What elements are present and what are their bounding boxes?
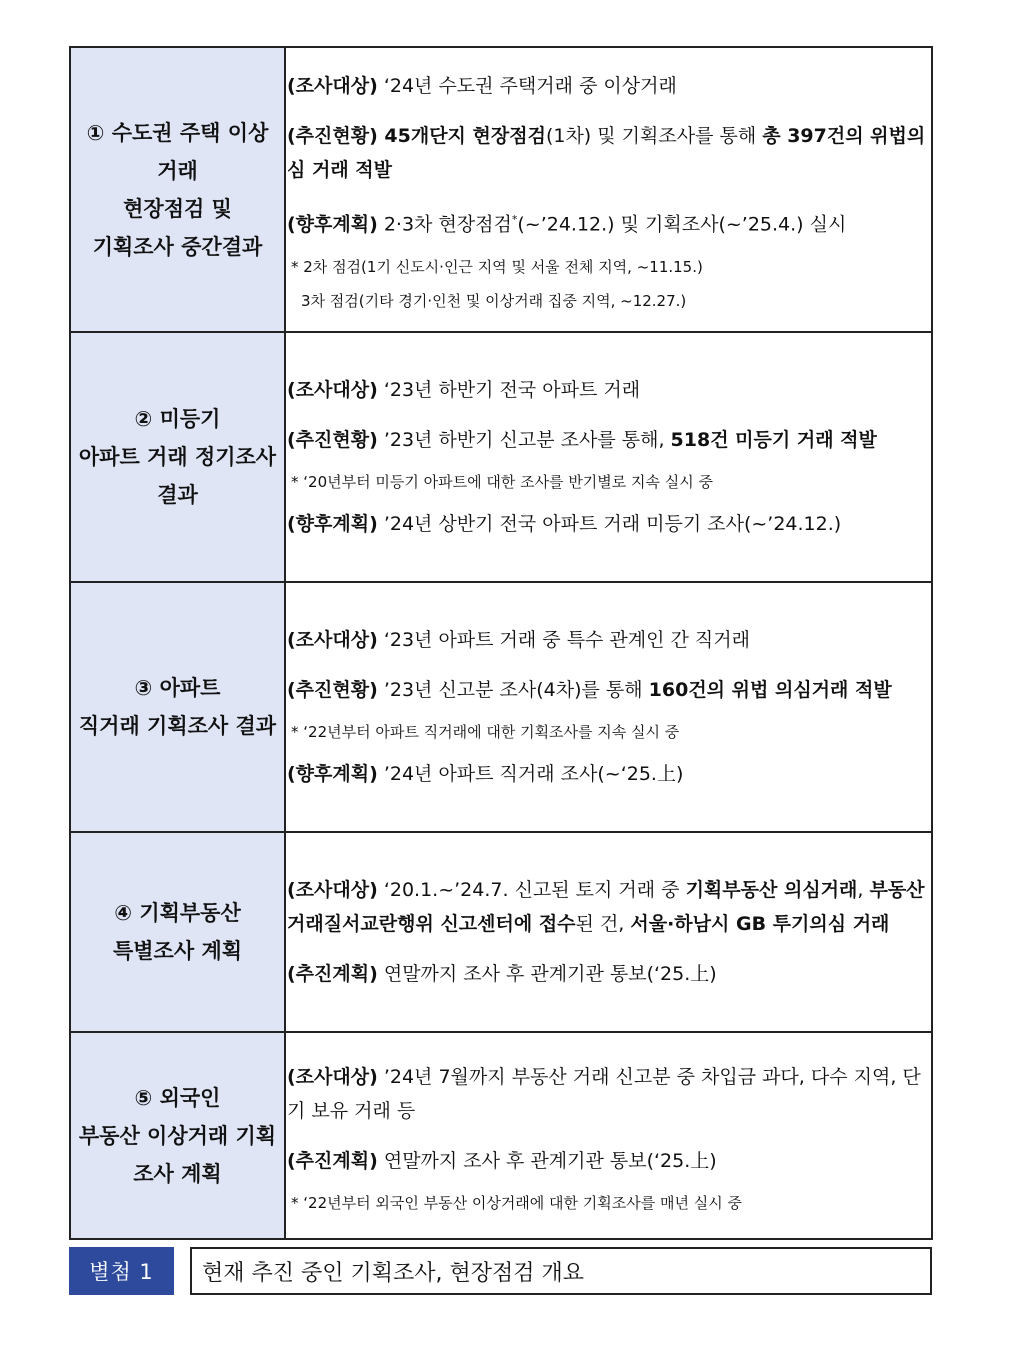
row-header-line: 직거래 기획조사 결과 (78, 714, 277, 738)
content-line (287, 623, 931, 657)
row-header (71, 583, 286, 831)
content-line (287, 423, 931, 457)
row-header (71, 833, 286, 1031)
content-line (287, 757, 931, 791)
footnote: * ‘22년부터 아파트 직거래에 대한 기획조사를 지속 실시 중 (291, 723, 680, 741)
item-label: (향후계획) (287, 513, 378, 535)
row-content (286, 833, 931, 1031)
row-header-line: ③ 아파트 (134, 676, 221, 700)
row-header-line: 거래 (157, 158, 198, 183)
content-line (287, 119, 931, 187)
row-header-line: 특별조사 계획 (112, 939, 243, 963)
content-line (287, 957, 931, 991)
item-text: ’24년 아파트 직거래 조사(~‘25.上) (377, 763, 684, 785)
footnote: * 2차 점검(1기 신도시·인근 지역 및 서울 전체 지역, ~11.15.) (291, 257, 703, 276)
item-text: (~’24.12.) 및 기획조사(~’25.4.) 실시 (517, 213, 847, 236)
item-label: (조사대상) (287, 379, 378, 401)
item-bold-text: 부동산거래질서교란행위 신고센터에 접수 (287, 879, 925, 935)
item-label: (향후계획) (287, 763, 378, 785)
item-label: (추진현황) (287, 679, 378, 701)
item-label: (조사대상) (287, 879, 378, 901)
item-text: 연말까지 조사 후 관계기관 통보(‘25.上) (377, 963, 717, 985)
table-row (71, 1033, 931, 1238)
item-label: (추진현황) (287, 125, 378, 148)
row-content (286, 333, 931, 581)
table-row (71, 583, 931, 833)
row-header-line: 현장점검 및 (123, 196, 232, 221)
item-label: (추진현황) (287, 429, 378, 451)
footnote: 3차 점검(기타 경기·인천 및 이상거래 집중 지역, ~12.27.) (301, 291, 687, 310)
item-text: (1차) 및 기획조사를 통해 (545, 125, 763, 148)
item-bold-text: 서울·하남시 GB 투기의심 거래 (630, 913, 890, 935)
content-line (287, 1060, 931, 1128)
table-row (71, 333, 931, 583)
content-line (287, 507, 931, 541)
row-header (71, 333, 286, 581)
row-header (71, 48, 286, 331)
content-line (287, 873, 931, 941)
summary-table (69, 46, 933, 1240)
item-text: 연말까지 조사 후 관계기관 통보(‘25.上) (377, 1149, 717, 1172)
item-label: (추진계획) (287, 963, 378, 985)
item-text: 2·3차 현장점검 (377, 213, 512, 236)
footnote: * ‘20년부터 미등기 아파트에 대한 조사를 반기별로 지속 실시 중 (291, 473, 714, 491)
item-bold-text: 기획부동산 의심거래 (685, 879, 858, 901)
content-line (287, 203, 931, 241)
item-bold-text: 45개단지 현장점검 (377, 125, 546, 148)
row-header (71, 1033, 286, 1238)
item-text: ‘24년 수도권 주택거래 중 이상거래 (377, 75, 677, 98)
item-text: ’24년 상반기 전국 아파트 거래 미등기 조사(~’24.12.) (377, 513, 842, 535)
footnote: * ‘22년부터 외국인 부동산 이상거래에 대한 기획조사를 매년 실시 중 (291, 1193, 743, 1212)
table-row (71, 833, 931, 1033)
attachment-badge: 별첨 1 (69, 1247, 174, 1295)
table-row (71, 48, 931, 333)
item-label: (향후계획) (287, 213, 378, 236)
row-content (286, 48, 931, 331)
item-text: ’23년 신고분 조사(4차)를 통해 (377, 679, 649, 701)
item-text: ’24년 7월까지 부동산 거래 신고분 중 차입금 과다, 다수 지역, 단기 보유 거래 등 (287, 1065, 921, 1122)
row-header-line: ① 수도권 주택 이상 (86, 120, 269, 145)
row-content (286, 583, 931, 831)
item-text: ‘23년 하반기 전국 아파트 거래 (377, 379, 641, 401)
row-header-line: 조사 계획 (133, 1161, 222, 1186)
item-bold-text: 총 397건의 위법의심 거래 적발 (287, 125, 926, 182)
row-header-line: 부동산 이상거래 기획 (78, 1123, 277, 1148)
item-text: ’23년 하반기 신고분 조사를 통해, (377, 429, 671, 451)
row-header-line: ② 미등기 (134, 407, 221, 431)
item-label: (조사대상) (287, 629, 378, 651)
footnote-mark: * (511, 213, 518, 227)
item-text: 된 건, (575, 913, 631, 935)
item-text: ‘20.1.~’24.7. 신고된 토지 거래 중 (377, 879, 686, 901)
item-label: (추진계획) (287, 1149, 378, 1172)
row-header-line: 아파트 거래 정기조사 (78, 445, 277, 469)
content-line (287, 69, 931, 103)
row-content (286, 1033, 931, 1238)
item-bold-text: 160건의 위법 의심거래 적발 (648, 679, 892, 701)
item-label: (조사대상) (287, 75, 378, 98)
row-header-line: 결과 (157, 483, 198, 507)
item-bold-text: 518건 미등기 거래 적발 (670, 429, 877, 451)
item-label: (조사대상) (287, 1065, 378, 1088)
row-header-line: ⑤ 외국인 (134, 1085, 221, 1110)
content-line (287, 373, 931, 407)
attachment-title: 현재 추진 중인 기획조사, 현장점검 개요 (190, 1247, 932, 1295)
row-header-line: ④ 기획부동산 (114, 901, 241, 925)
row-header-line: 기획조사 중간결과 (92, 234, 263, 259)
item-text: , (857, 879, 870, 901)
content-line (287, 1144, 931, 1178)
content-line (287, 673, 931, 707)
item-text: ‘23년 아파트 거래 중 특수 관계인 간 직거래 (377, 629, 750, 651)
